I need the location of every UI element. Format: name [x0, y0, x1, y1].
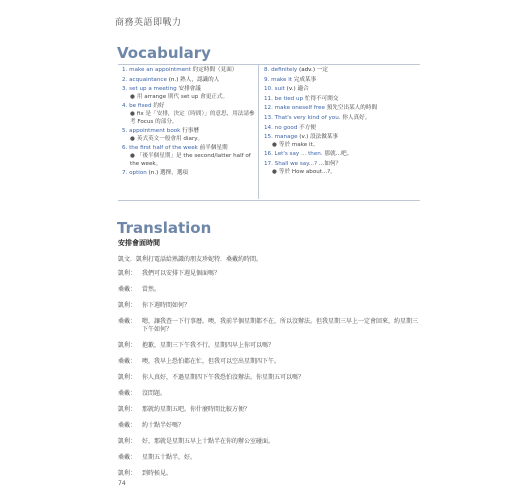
vocabulary-right-column [264, 67, 422, 178]
dialogue-line [118, 270, 418, 278]
vocab-item [264, 67, 422, 75]
vocab-item [264, 161, 422, 176]
vocab-item [122, 145, 258, 168]
vocab-item [264, 151, 422, 159]
vocab-term: 14. no good [264, 124, 300, 131]
page-number: 74 [118, 480, 126, 487]
dialogue-text: 當然。 [142, 286, 161, 293]
dialogue-text: 約十點半好嗎？ [142, 422, 185, 429]
vocabulary-title: Vocabulary [117, 44, 211, 62]
dialogue-line [118, 390, 418, 398]
vocab-term: 2. acquaintance [122, 76, 169, 83]
dialogue-line [118, 302, 418, 310]
vocab-note-text: fix 是「安排，決定（時間）」的意思，用法請參考 Focus 的部分。 [130, 110, 255, 125]
dialogue [118, 270, 418, 486]
vocab-meaning: …如何？ [318, 160, 342, 167]
vocab-meaning: 約好 [153, 103, 165, 110]
dialogue-line [118, 342, 418, 350]
speaker-name: 凱利： [118, 406, 137, 413]
vocab-note-text: 等於 make it。 [278, 141, 319, 148]
dialogue-text: 嗯，讓我查一下行事曆。噢，我前半個星期都不在，所以沒辦法。但我星期三早上一定會回來，約星期三下午如何？ [142, 318, 419, 333]
vocab-item [264, 96, 422, 104]
speaker-name: 凱利： [118, 342, 137, 349]
vocab-meaning: 完成某事 [293, 76, 317, 83]
dialogue-line [118, 422, 418, 430]
vocab-term: 6. the first half of the week [122, 145, 200, 152]
vocabulary-left-column [122, 67, 258, 180]
dialogue-text: 我們可以安排下週見個面嗎？ [142, 270, 221, 277]
vocab-item [122, 86, 258, 101]
vocab-term: 5. appointment book [122, 128, 183, 135]
vocab-term: 16. Let's say ... then. [264, 151, 325, 158]
bullet-icon: ● [130, 93, 135, 100]
dialogue-heading: 安排會面時間 [118, 239, 160, 247]
vocab-item [122, 128, 258, 143]
dialogue-intro: 凱文．凱利打電話給熟識的朋友珍妮特．桑戴約時間。 [118, 256, 263, 263]
vocab-meaning: 不方便 [299, 124, 316, 131]
dialogue-line [118, 454, 418, 462]
speaker-name: 凱利： [118, 438, 137, 445]
vocab-note-text: 英式英文一般會用 diary。 [136, 135, 204, 142]
vocab-item [122, 77, 258, 85]
vocab-note [122, 111, 258, 126]
vocab-term: 15. manage [264, 134, 300, 141]
bullet-icon: ● [130, 152, 135, 159]
dialogue-line [118, 318, 418, 334]
vocab-item [264, 105, 422, 113]
vocab-term: 11. be tied up [264, 95, 305, 102]
vocab-meaning: 忙得不可開交 [304, 95, 339, 102]
speaker-name: 凱利： [118, 302, 137, 309]
vocab-meaning: 安排會議 [178, 86, 201, 93]
vocab-term: 1. make an appointment [122, 67, 193, 73]
dialogue-line [118, 406, 418, 414]
dialogue-text: 噢，我早上恐怕都在忙，但我可以空出星期四下午。 [142, 358, 281, 365]
vocab-meaning: (n.) 選擇，選項 [148, 170, 189, 177]
vocab-item [264, 86, 422, 94]
vocab-term: 8. definitely [264, 67, 300, 73]
vocab-term: 12. make oneself free [264, 105, 327, 112]
vocab-item [122, 103, 258, 126]
dialogue-line [118, 470, 418, 478]
vocab-meaning: 那就…吧。 [324, 151, 353, 158]
vocab-meaning: (v.) 適合 [286, 86, 309, 93]
vocab-note [122, 94, 258, 102]
vocab-note-text: 等於 How about...?。 [278, 168, 336, 175]
speaker-name: 凱利： [118, 470, 137, 477]
vocab-term: 3. set up a meeting [122, 86, 179, 93]
vocab-note-text: 「後半個星期」是 the second/latter half of the week。 [130, 152, 251, 167]
vocab-meaning: 前半個星期 [199, 145, 228, 152]
vocab-item [122, 67, 258, 75]
running-header: 商務英語即戰力 [115, 18, 182, 28]
speaker-name: 桑戴： [118, 286, 137, 293]
dialogue-line [118, 438, 418, 446]
dialogue-text: 到時候見。 [142, 470, 173, 477]
vocab-meaning: 預先空出某人的時間 [326, 105, 378, 112]
vocab-item [264, 77, 422, 85]
dialogue-text: 你人真好，不過星期四下午我恐怕沒辦法。你星期五可以嗎？ [142, 374, 305, 381]
dialogue-line [118, 374, 418, 382]
vocab-term: 13. That's very kind of you. [264, 114, 343, 121]
dialogue-text: 你下週時間如何？ [142, 302, 191, 309]
speaker-name: 凱利： [118, 374, 137, 381]
vocab-item [122, 170, 258, 178]
bullet-icon: ● [272, 141, 277, 148]
vocab-note [264, 169, 422, 177]
vocab-note [122, 153, 258, 168]
speaker-name: 桑戴： [118, 358, 137, 365]
vocab-item [264, 134, 422, 149]
dialogue-line [118, 286, 418, 294]
vocab-term: 10. suit [264, 86, 287, 93]
dialogue-text: 好，那就是星期五早上十點半在你的辦公室碰面。 [142, 438, 275, 445]
bullet-icon: ● [272, 168, 277, 175]
vocab-meaning: (adv.) 一定 [299, 67, 328, 73]
dialogue-text: 抱歉，星期三下午我不行。星期四早上你可以嗎？ [142, 342, 275, 349]
vocab-note-text: 用 arrange 則代 set up 會更正式。 [136, 93, 229, 100]
vocab-meaning: 行事曆 [182, 128, 199, 135]
speaker-name: 桑戴： [118, 390, 137, 397]
dialogue-line [118, 358, 418, 366]
speaker-name: 桑戴： [118, 422, 137, 429]
translation-title: Translation [117, 219, 212, 237]
vocab-meaning: (n.) 熟人，認識的人 [168, 76, 220, 83]
vocab-term: 7. option [122, 170, 149, 177]
vocab-meaning: (v.) 設法做某事 [299, 134, 339, 141]
speaker-name: 桑戴： [118, 454, 137, 461]
dialogue-text: 那就約星期五吧。你什麼時間比較方便？ [142, 406, 251, 413]
vocab-note [264, 142, 422, 150]
vocab-meaning: 約定時間（見面） [192, 67, 238, 73]
bullet-icon: ● [130, 110, 135, 117]
vocab-term: 17. Shall we say...? [264, 160, 319, 167]
vocab-term: 4. be fixed [122, 103, 154, 110]
speaker-name: 桑戴： [118, 318, 137, 325]
speaker-name: 凱利： [118, 270, 137, 277]
vocab-note [122, 136, 258, 144]
vocabulary-divider [258, 64, 259, 199]
bullet-icon: ● [130, 135, 135, 142]
dialogue-text: 沒問題。 [142, 390, 167, 397]
vocab-item [264, 125, 422, 133]
dialogue-text: 星期五十點半，好。 [142, 454, 197, 461]
vocab-meaning: 你人真好。 [342, 114, 371, 121]
vocab-item [264, 115, 422, 123]
vocab-term: 9. make it [264, 76, 294, 83]
